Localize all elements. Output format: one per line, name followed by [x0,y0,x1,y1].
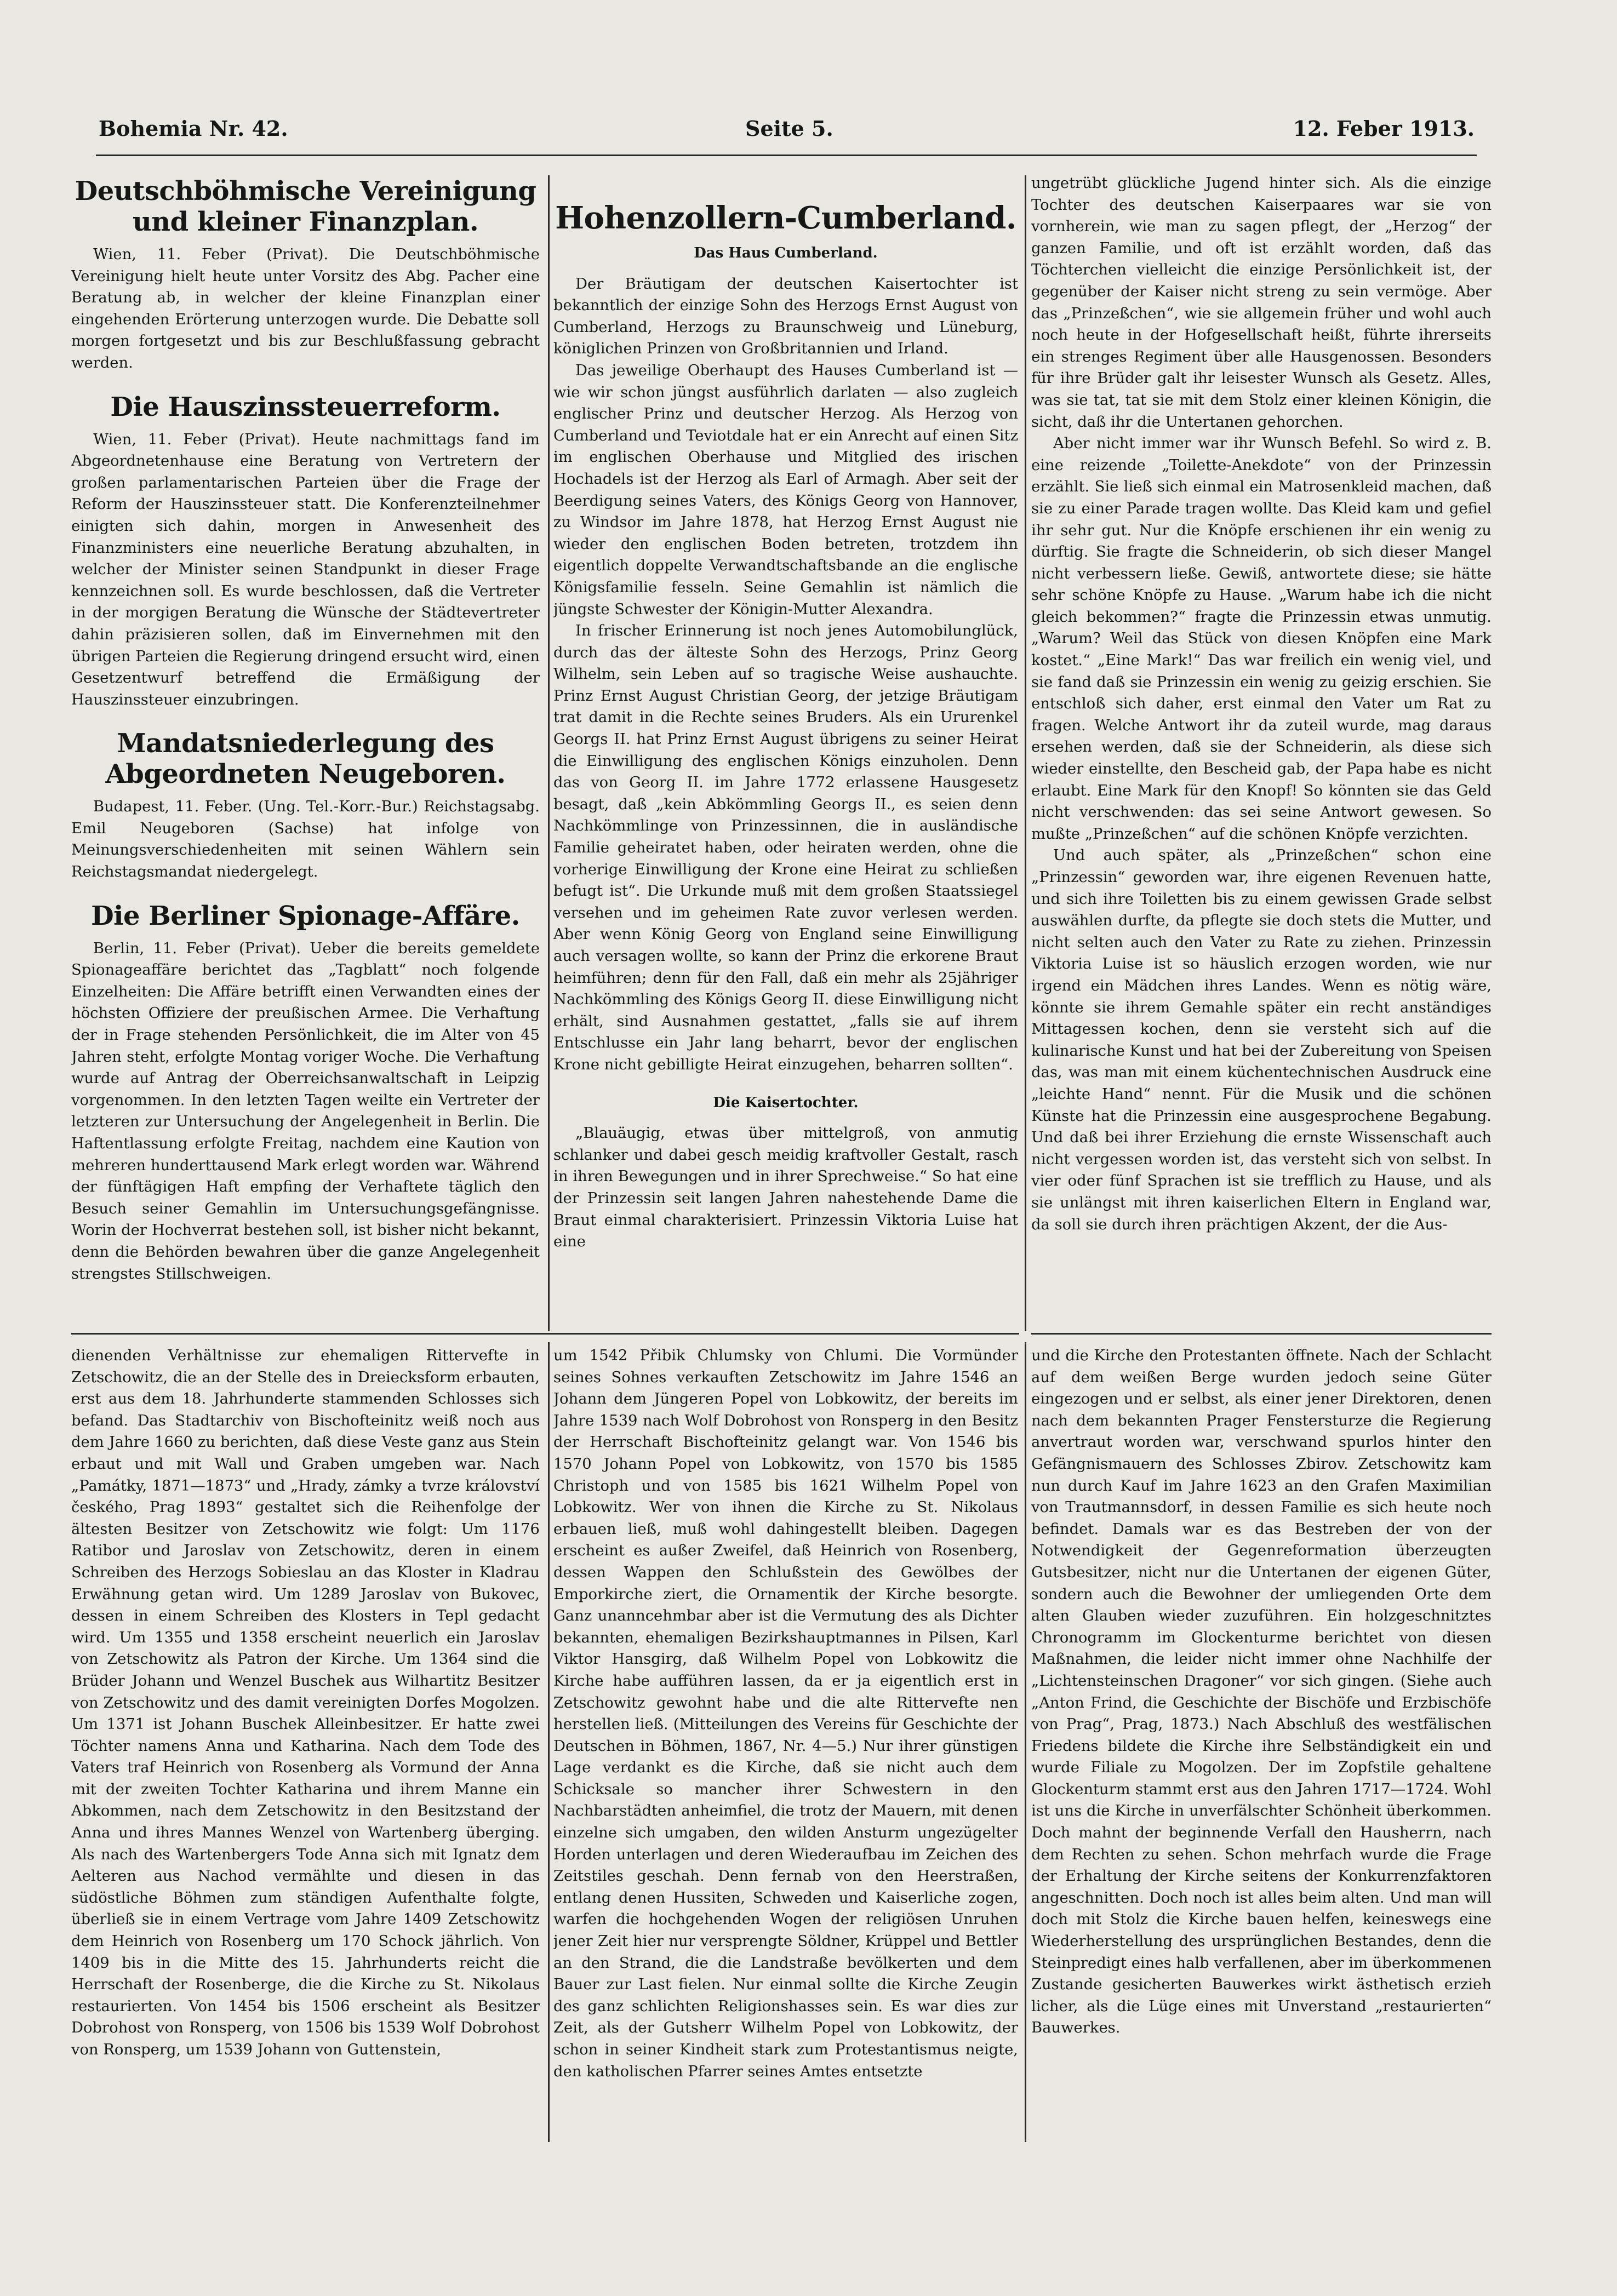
column-divider-1 [548,175,550,1331]
article-subtitle-cumberland: Das Haus Cumberland. [694,245,878,261]
column-divider-lower-2 [1025,1342,1026,2142]
column-1-upper [71,173,540,1312]
article-title-hauszinssteuer: Die Hauszinssteuerreform. [110,391,501,422]
column-3-upper [1031,173,1492,1312]
article-title-vereinigung: Deutschböhmische Vereinigung und kleiner Finanzplan. [75,176,536,237]
article-title-spionage: Die Berliner Spionage-Affäre. [91,900,520,931]
feuilleton-rule-left [71,1333,1019,1335]
feuilleton-body-3: und die Kirche den Protestanten öffnete. Nach der Schlacht auf dem weißen Berge wurden jedoch seine Güter eingezogen und er selbst, als einer jener Direktoren, denen nach dem bekannten Prager Fenstersturze die Regierung anvertraut worden war, verschwand spurlos hinter den Gefängnismauern des Schlosses Zbirov. Zetschowitz kam nun durch Kauf im Jahre 1623 an den Grafen Maximilian von Trautmannsdorf, in dessen Familie es sich heute noch befindet. Damals war es das Bestreben der von der Notwendigkeit der Gegenreformation überzeugten Gutsbesitzer, nicht nur die Untertanen der eigenen Güter, sondern auch die Bewohner der umliegenden Orte dem alten Glauben wieder zuzuführen. Ein holzgeschnitztes Chronogramm im Glockenturme berichtet von diesen Maßnahmen, die leider nicht immer ohne Nachhilfe der „Lichtensteinschen Dragoner“ vor sich gingen. (Siehe auch „Anton Frind, die Geschichte der Bischöfe und Erzbischöfe von Prag“, Prag, 1873.) Nach Abschluß des westfälischen Friedens bildete die Kirche ihre Selbständigkeit ein und wurde Filiale zu Mogolzen. Der im Zopfstile gehaltene Glockenturm stammt erst aus den Jahren 1717—1724. Wohl ist uns die Kirche in unverfälschter Schönheit überkommen. Doch mahnt der beginnende Verfall den Hausherrn, nach dem Rechten zu sehen. Schon mehrfach wurde die Frage der Erhaltung der Kirche seitens der Konkurrenzfaktoren angeschnitten. Doch noch ist alles beim alten. Und man will doch mit Stolz die Kirche bauen helfen, keineswegs eine Wiederherstellung des ursprünglichen Bestandes, denn die Steinpredigt eines halb verfallenen, aber im überkommenen Zustande gesicherten Bauwerkes wirkt ästhetisch erzieh licher, als die Lüge eines mit Unverstand „restaurierten“ Bauwerkes. [1031,1347,1492,2037]
column-1-lower [71,1345,540,2128]
header-date: 12. Feber 1913. [1293,116,1475,141]
article-subtitle-kaisertochter: Die Kaisertochter. [713,1094,859,1111]
column-divider-lower-1 [548,1342,550,2142]
page-header [99,116,1475,149]
header-page-number: Seite 5. [745,116,833,141]
article-body-hohenzollern-1: Der Bräutigam der deutschen Kaisertochter ist bekanntlich der einzige Sohn des Herzogs Ernst August von Cumberland, Herzogs zu Braunschweig und Lüneburg, königlichen Prinzen von Großbritannien und Irland. [553,275,1018,358]
column-3-lower [1031,1345,1492,2128]
article-body-continued-2: Aber nicht immer war ihr Wunsch Befehl. So wird z. B. eine reizende „Toilette-Anekdote“ von der Prinzessin erzählt. Sie ließ sich einmal ein Matrosenkleid machen, daß sie zu einer Parade tragen wollte. Das Kleid kam und gefiel ihr sehr gut. Nur die Knöpfe erschienen ihr ein wenig zu dürftig. Sie fragte die Schneiderin, ob sich dieser Mangel nicht verbessern ließe. Gewiß, antwortete diese; sie hätte sehr schöne Knöpfe zu Hause. „Warum habe ich die nicht gleich bekommen?“ fragte die Prinzessin etwas unmutig. „Warum? Weil das Stück von diesen Knöpfen eine Mark kostet.“ „Eine Mark!“ Das war freilich ein wenig viel, und sie fand daß sie Prinzessin ein wenig zu geizig erschien. Sie entschloß sich daher, erst einmal den Vater um Rat zu fragen. Welche Antwort ihr da zuteil wurde, mag daraus ersehen werden, daß sie der Schneiderin, als diese sich wieder einstellte, den Bescheid gab, der Papa habe es nicht erlaubt. Eine Mark für den Knopf! So könnten sie das Geld nicht verschwenden: das sei seine Antwort gewesen. So mußte „Prinzeßchen“ auf die schönen Knöpfe verzichten. [1031,435,1492,843]
column-2-upper [553,173,1018,1312]
column-divider-2 [1025,175,1026,1331]
feuilleton-rule-right [1031,1333,1492,1335]
article-body-hohenzollern-4: „Blauäugig, etwas über mittelgroß, von anmutig schlanker und dabei gesch meidig kraftvoller Gestalt, rasch in ihren Bewegungen und in ihrer Sprechweise.“ So hat eine der Prinzessin seit langen Jahren nahestehende Dame die Braut einmal charakterisiert. Prinzessin Viktoria Luise hat eine [553,1125,1018,1251]
column-2-lower [553,1345,1018,2128]
article-title-hohenzollern: Hohenzollern-Cumberland. [555,200,1016,236]
article-body-vereinigung: Wien, 11. Feber (Privat). Die Deutschböhmische Vereinigung hielt heute unter Vorsitz des Abg. Pacher eine Beratung ab, in welcher der kleine Finanzplan einer eingehenden Erörterung unterzogen wurde. Die Debatte soll morgen fortgesetzt und bis zur Beschlußfassung gebracht werden. [71,246,540,371]
article-body-continued-1: ungetrübt glückliche Jugend hinter sich. Als die einzige Tochter des deutschen Kaiserpaares war sie von vornherein, wie man zu sagen pflegt, der „Herzog“ der ganzen Familie, und oft ist erzählt worden, daß das Töchterchen vielleicht die einzige Persönlichkeit ist, der gegenüber der Kaiser nicht streng zu sein vermöge. Aber das „Prinzeßchen“, wie sie allgemein früher und wohl auch noch heute in der Hofgesellschaft heißt, führte ihrerseits ein strenges Regiment über alle Hausgenossen. Besonders für ihre Brüder galt ihr leisester Wunsch als Gesetz. Alles, was sie tat, tat sie mit dem Stolz einer kleinen Königin, die sicht, daß ihr die Untertanen gehorchen. [1031,175,1492,431]
article-body-mandatsniederlegung: Budapest, 11. Feber. (Ung. Tel.-Korr.-Bur.) Reichstagsabg. Emil Neugeboren (Sachse) hat infolge von Meinungsverschiedenheiten mit seinen Wählern sein Reichstagsmandat niedergelegt. [71,798,540,881]
feuilleton-body-2: um 1542 Přibik Chlumsky von Chlumi. Die Vormünder seines Sohnes verkauften Zetschowitz im Jahre 1546 an Johann dem Jüngeren Popel von Lobkowitz, der bereits im Jahre 1539 nach Wolf Dobrohost von Ronsperg in den Besitz der Herrschaft Bischofteinitz gelangt war. Von 1546 bis 1570 Johann Popel von Lobkowitz, von 1570 bis 1585 Christoph und von 1585 bis 1621 Wilhelm Popel von Lobkowitz. Wer von ihnen die Kirche zu St. Nikolaus erbauen ließ, muß wohl dahingestellt bleiben. Dagegen erscheint es außer Zweifel, daß Heinrich von Rosenberg, dessen Wappen den Schlußstein des Gewölbes der Emporkirche ziert, die Ornamentik der Kirche besorgte. Ganz unanncehmbar aber ist die Vermutung des als Dichter bekannten, ehemaligen Bezirkshauptmannes in Pilsen, Karl Viktor Hansgirg, daß Wilhelm Popel von Lobkowitz die Kirche habe aufführen lassen, da er ja eigentlich erst in Zetschowitz gewohnt habe und die alte Rittervefte nen herstellen ließ. (Mitteilungen des Vereins für Geschichte der Deutschen in Böhmen, 1867, Nr. 4—5.) Nur ihrer günstigen Lage verdankt es die Kirche, daß sie nicht auch dem Schicksale so mancher ihrer Schwestern in den Nachbarstädten anheimfiel, die trotz der Mauern, mit denen einzelne sich umgaben, den wilden Ansturm ungezügelter Horden unterlagen und deren Wiederaufbau im Zeichen des Zeitstiles geschah. Denn fernab von den Heerstraßen, entlang denen Hussiten, Schweden und Kaiserliche zogen, warfen die hochgehenden Wogen der religiösen Unruhen jener Zeit hier nur versprengte Söldner, Krüppel und Bettler an den Strand, die die Landstraße bevölkerten und dem Bauer zur Last fielen. Nur einmal sollte die Kirche Zeugin des ganz schlichten Religionshasses sein. Es war dies zur Zeit, als der Gutsherr Wilhelm Popel von Lobkowitz, der schon in seiner Kindheit stark zum Protestantismus neigte, den katholischen Pfarrer seines Amtes entsetzte [553,1347,1018,2080]
article-body-hohenzollern-2: Das jeweilige Oberhaupt des Hauses Cumberland ist — wie wir schon jüngst ausführlich darlaten — also zugleich englischer Prinz und deutscher Herzog. Als Herzog von Cumberland und Teviotdale hat er ein Anrecht auf einen Sitz im englischen Oberhause und Mitglied des irischen Hochadels ist der Herzog als Earl of Armagh. Aber seit der Beerdigung seines Vaters, des Königs Georg von Hannover, zu Windsor im Jahre 1878, hat Herzog Ernst August nie wieder den englischen Boden betreten, trotzdem ihn eigentlich doppelte Verwandtschaftsbande an die englische Königsfamilie fesseln. Seine Gemahlin ist nämlich die jüngste Schwester der Königin-Mutter Alexandra. [553,362,1018,618]
article-body-continued-3: Und auch später, als „Prinzeßchen“ schon eine „Prinzessin“ geworden war, ihre eigenen Revenuen hatte, und sich ihre Toiletten bis zu einem gewissen Grade selbst auswählen durfte, da pflegte sie doch stets die Mutter, und nicht selten auch den Vater zu Rate zu ziehen. Prinzessin Viktoria Luise ist so häuslich erzogen worden, wie nur irgend ein Mädchen ihres Landes. Wenn es nötig wäre, könnte sie ihrem Gemahle später ein recht anständiges Mittagessen kochen, denn sie versteht sich auf die kulinarische Kunst und hat bei der Zubereitung von Speisen das, was man mit einem küchentechnischen Ausdruck eine „leichte Hand“ nennt. Für die Musik und die schönen Künste hat die Prinzessin eine ausgesprochene Begabung. Und daß bei ihrer Erziehung die ernste Wissenschaft auch nicht vergessen worden ist, das versteht sich von selbst. In vier oder fünf Sprachen ist sie trefflich zu Hause, und als sie unlängst mit ihren kaiserlichen Eltern in England war, da soll sie durch ihren prächtigen Akzent, der die Aus- [1031,847,1492,1233]
feuilleton-body-1: dienenden Verhältnisse zur ehemaligen Rittervefte in Zetschowitz, die an der Stelle des in Dreiecksform erbauten, erst aus dem 18. Jahrhunderte stammenden Schlosses sich befand. Das Stadtarchiv von Bischofteinitz weiß noch aus dem Jahre 1660 zu berichten, daß diese Veste ganz aus Stein erbaut und mit Wall und Graben umgeben war. Nach „Památky, 1871—1873“ und „Hrady, zámky a tvrze království českého, Prag 1893“ gestaltet sich die Reihenfolge der ältesten Besitzer von Zetschowitz wie folgt: Um 1176 Ratibor und Jaroslav von Zetschowitz, deren in einem Schreiben des Herzogs Sobieslau an das Kloster in Kladrau Erwähnung getan wird. Um 1289 Jaroslav von Bukovec, dessen in einem Schreiben des Klosters in Tepl gedacht wird. Um 1355 und 1358 erscheint neuerlich ein Jaroslav von Zetschowitz als Patron der Kirche. Um 1364 sind die Brüder Johann und Wenzel Buschek aus Wilhartitz Besitzer von Zetschowitz und des damit vereinigten Dorfes Mogolzen. Um 1371 ist Johann Buschek Alleinbesitzer. Er hatte zwei Töchter namens Anna und Katharina. Nach dem Tode des Vaters traf Heinrich von Rosenberg als Vormund der Anna mit der zweiten Tochter Katharina und ihrem Manne ein Abkommen, nach dem Zetschowitz in den Besitzstand der Anna und ihres Mannes Wenzel von Wartenberg überging. Als nach des Wartenbergers Tode Anna sich mit Ignatz dem Aelteren aus Nachod vermählte und diesen in das südöstliche Böhmen zum ständigen Aufenthalte folgte, überließ sie in einem Vertrage vom Jahre 1409 Zetschowitz dem Heinrich von Rosenberg um 170 Schock jährlich. Von 1409 bis in die Mitte des 15. Jahrhunderts reicht die Herrschaft der Rosenberge, die die Kirche zu St. Nikolaus restaurierten. Von 1454 bis 1506 erscheint als Besitzer Dobrohost von Ronsperg, von 1506 bis 1539 Wolf Dobrohost von Ronsperg, um 1539 Johann von Guttenstein, [71,1347,540,2058]
article-title-mandatsniederlegung: Mandatsniederlegung des Abgeordneten Neugeboren. [105,728,506,790]
article-body-hauszinssteuer: Wien, 11. Feber (Privat). Heute nachmittags fand im Abgeordnetenhause eine Beratung von Vertretern der großen parlamentarischen Parteien über die Frage der Reform der Hauszinssteuer statt. Die Konferenzteilnehmer einigten sich dahin, morgen in Anwesenheit des Finanzministers eine neuerliche Beratung abzuhalten, in welcher der Minister seinen Standpunkt in dieser Frage kennzeichnen soll. Es wurde beschlossen, daß die Vertreter in der morgigen Beratung die Wünsche der Städtevertreter dahin präzisieren sollen, daß im Einvernehmen mit den übrigen Parteien die Regierung dringend ersucht wird, einen Gesetzentwurf betreffend die Ermäßigung der Hauszinssteuer einzubringen. [71,431,540,708]
header-issue: Bohemia Nr. 42. [99,116,288,141]
article-body-hohenzollern-3: In frischer Erinnerung ist noch jenes Automobilunglück, durch das der älteste Sohn des Herzogs, Prinz Georg Wilhelm, sein Leben auf so tragische Weise aushauchte. Prinz Ernst August Christian Georg, der jetzige Bräutigam trat damit in die Rechte seines Bruders. Als ein Ururenkel Georgs II. hat Prinz Ernst August übrigens zu seiner Heirat die Einwilligung des englischen Königs einzuholen. Denn das von Georg II. im Jahre 1772 erlassene Hausgesetz besagt, daß „kein Abkömmling Georgs II., es seien denn Nachkömmlinge von Prinzessinnen, die in ausländische Familie geheiratet haben, oder heiraten werden, ohne die vorherige Einwilligung der Krone eine Heirat zu schließen befugt ist“. Die Urkunde muß mit dem großen Staatssiegel versehen und im geheimen Rate zuvor verlesen werden. Aber wenn König Georg von England seine Einwilligung auch versagen wollte, so kann der Prinz die erkorene Braut heimführen; denn für den Fall, daß ein mehr als 25jähriger Nachkömmling des Königs Georg II. diese Einwilligung nicht erhält, sind Ausnahmen gestattet, „falls sie auf ihrem Entschlusse ein Jahr lang beharrt, bevor der englischen Krone nicht gebilligte Heirat einzugehen, beharren sollten“. [553,622,1018,1073]
header-rule [96,154,1477,156]
article-body-spionage: Berlin, 11. Feber (Privat). Ueber die bereits gemeldete Spionageaffäre berichtet das „Tagblatt“ noch folgende Einzelheiten: Die Affäre betrifft einen Verwandten eines der höchsten Offiziere der preußischen Armee. Die Verhaftung der in Frage stehenden Persönlichkeit, die im Alter von 45 Jahren steht, erfolgte Montag voriger Woche. Die Verhaftung wurde auf Antrag der Oberreichsanwaltschaft in Leipzig vorgenommen. In den letzten Tagen weilte ein Vertreter der letzteren zur Untersuchung der Angelegenheit in Berlin. Die Haftentlassung erfolgte Freitag, nachdem eine Kaution von mehreren hunderttausend Mark erlegt worden war. Während der fünftägigen Haft empfing der Verhaftete täglich den Besuch seiner Gemahlin im Untersuchungsgefängnisse. Worin der Hochverrat bestehen soll, ist bisher nicht bekannt, denn die Behörden bewahren über die ganze Angelegenheit strengstes Stillschweigen. [71,940,540,1282]
